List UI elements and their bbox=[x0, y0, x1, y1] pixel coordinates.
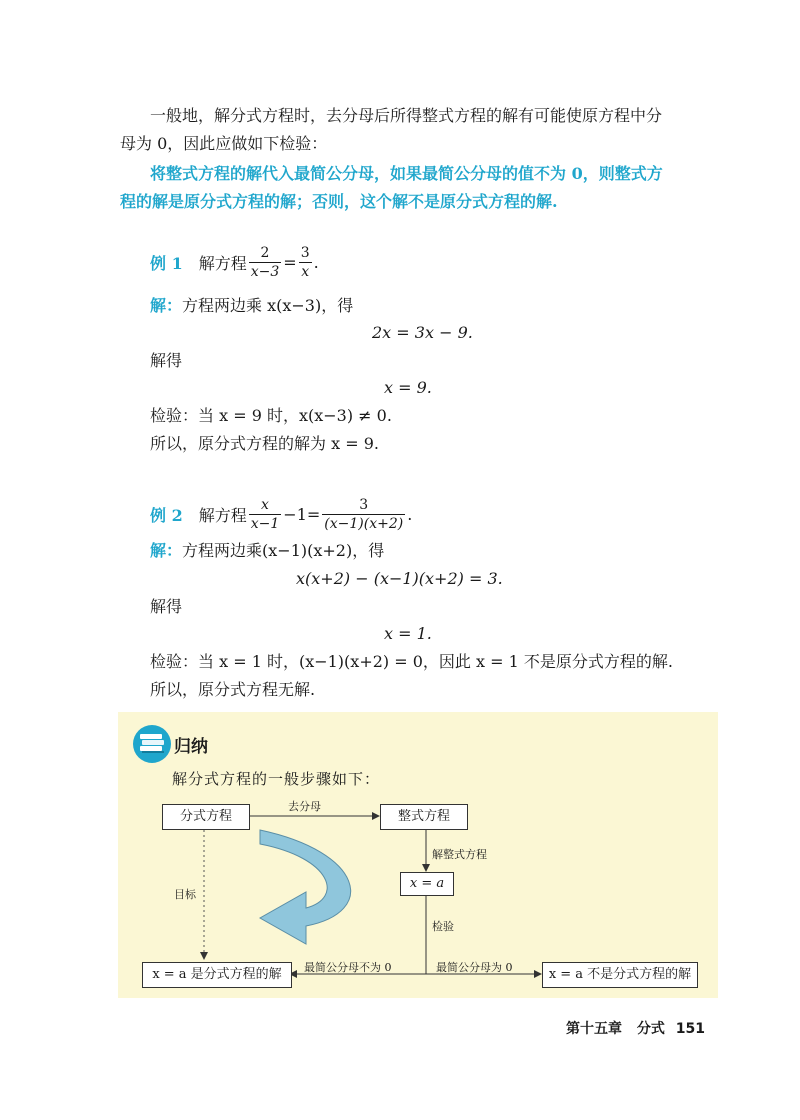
summary-title: 归纳 bbox=[174, 737, 208, 757]
example2-fraction-2: $\frac{3}{(x-1)(x+2)}$ bbox=[324, 497, 404, 532]
example2-fraction-1: $\frac{x}{x-1}$ bbox=[250, 497, 280, 532]
summary-subtitle: 解分式方程的一般步骤如下： bbox=[172, 770, 381, 788]
example1-solution bbox=[150, 295, 353, 317]
example2-conclusion: 所以，原分式方程无解. bbox=[150, 680, 316, 699]
example1-solution-label: 解： bbox=[150, 296, 183, 315]
example2-label: 例 2 bbox=[150, 506, 183, 525]
flowchart-arrows bbox=[118, 712, 718, 998]
label-goal: 目标 bbox=[174, 888, 196, 901]
footer-section: 分式 bbox=[636, 1021, 665, 1037]
rule-line-1: 将整式方程的解代入最简公分母，如果最简公分母的值不为 0，则整式方 bbox=[150, 164, 663, 183]
rule-line-2: 程的解是原分式方程的解；否则，这个解不是原分式方程的解. bbox=[120, 192, 558, 211]
example1-fraction-1: $\frac{2}{x-3}$ bbox=[250, 245, 280, 280]
example2-solve-word: 解得 bbox=[150, 597, 183, 616]
label-clear-denominator: 去分母 bbox=[288, 800, 321, 813]
label-denominator-zero: 最简公分母为 0 bbox=[436, 961, 513, 974]
page-footer bbox=[566, 1018, 705, 1038]
intro-line-2: 母为 0，因此应做如下检验： bbox=[120, 134, 328, 153]
example1-equation-1: 2x = 3x − 9. bbox=[372, 323, 473, 342]
box-x-equals-a: x = a bbox=[400, 872, 454, 896]
example2-solution-text: 方程两边乘(x−1)(x+2)，得 bbox=[182, 541, 385, 560]
example2-solution bbox=[150, 540, 384, 562]
example2-equation-1: x(x+2) − (x−1)(x+2) = 3. bbox=[296, 569, 503, 588]
example1-prompt: 解方程 bbox=[198, 254, 247, 273]
example1-conclusion: 所以，原分式方程的解为 x = 9. bbox=[150, 434, 379, 453]
label-solve-integral: 解整式方程 bbox=[432, 848, 487, 861]
example1-solve-word: 解得 bbox=[150, 351, 183, 370]
box-integral-equation: 整式方程 bbox=[380, 804, 468, 830]
example2-minus-one: −1= bbox=[283, 505, 321, 524]
summary-panel bbox=[118, 712, 718, 998]
label-check: 检验 bbox=[432, 920, 454, 933]
footer-chapter: 第十五章 bbox=[566, 1021, 622, 1037]
example2-equation-2: x = 1. bbox=[384, 624, 432, 643]
example2-solution-label: 解： bbox=[150, 541, 183, 560]
example2-check: 检验：当 x = 1 时，(x−1)(x+2) = 0，因此 x = 1 不是原分式方程的解. bbox=[150, 652, 673, 671]
example1-fraction-2: $\frac{3}{x}$ bbox=[300, 245, 310, 280]
intro-line-1: 一般地，解分式方程时，去分母后所得整式方程的解有可能使原方程中分 bbox=[150, 106, 663, 125]
box-fractional-equation: 分式方程 bbox=[162, 804, 250, 830]
example1-heading: 例 1 解方程 $\frac{2}{x-3}$ = $\frac{3}{x}$ . bbox=[150, 245, 319, 280]
example2-heading: 例 2 解方程 $\frac{x}{x-1}$ −1= $\frac{3}{(x-1)(x+2)}$ . bbox=[150, 497, 413, 532]
example2-prompt: 解方程 bbox=[198, 506, 247, 525]
example1-equation-2: x = 9. bbox=[384, 378, 432, 397]
box-not-solution: x = a 不是分式方程的解 bbox=[542, 962, 698, 988]
example1-equals: = bbox=[283, 253, 297, 272]
label-denominator-nonzero: 最简公分母不为 0 bbox=[304, 961, 392, 974]
example1-solution-text: 方程两边乘 x(x−3)，得 bbox=[182, 296, 354, 315]
footer-page-number: 151 bbox=[675, 1021, 705, 1037]
example1-check: 检验：当 x = 9 时，x(x−3) ≠ 0. bbox=[150, 406, 392, 425]
box-is-solution: x = a 是分式方程的解 bbox=[142, 962, 292, 988]
example1-label: 例 1 bbox=[150, 254, 183, 273]
